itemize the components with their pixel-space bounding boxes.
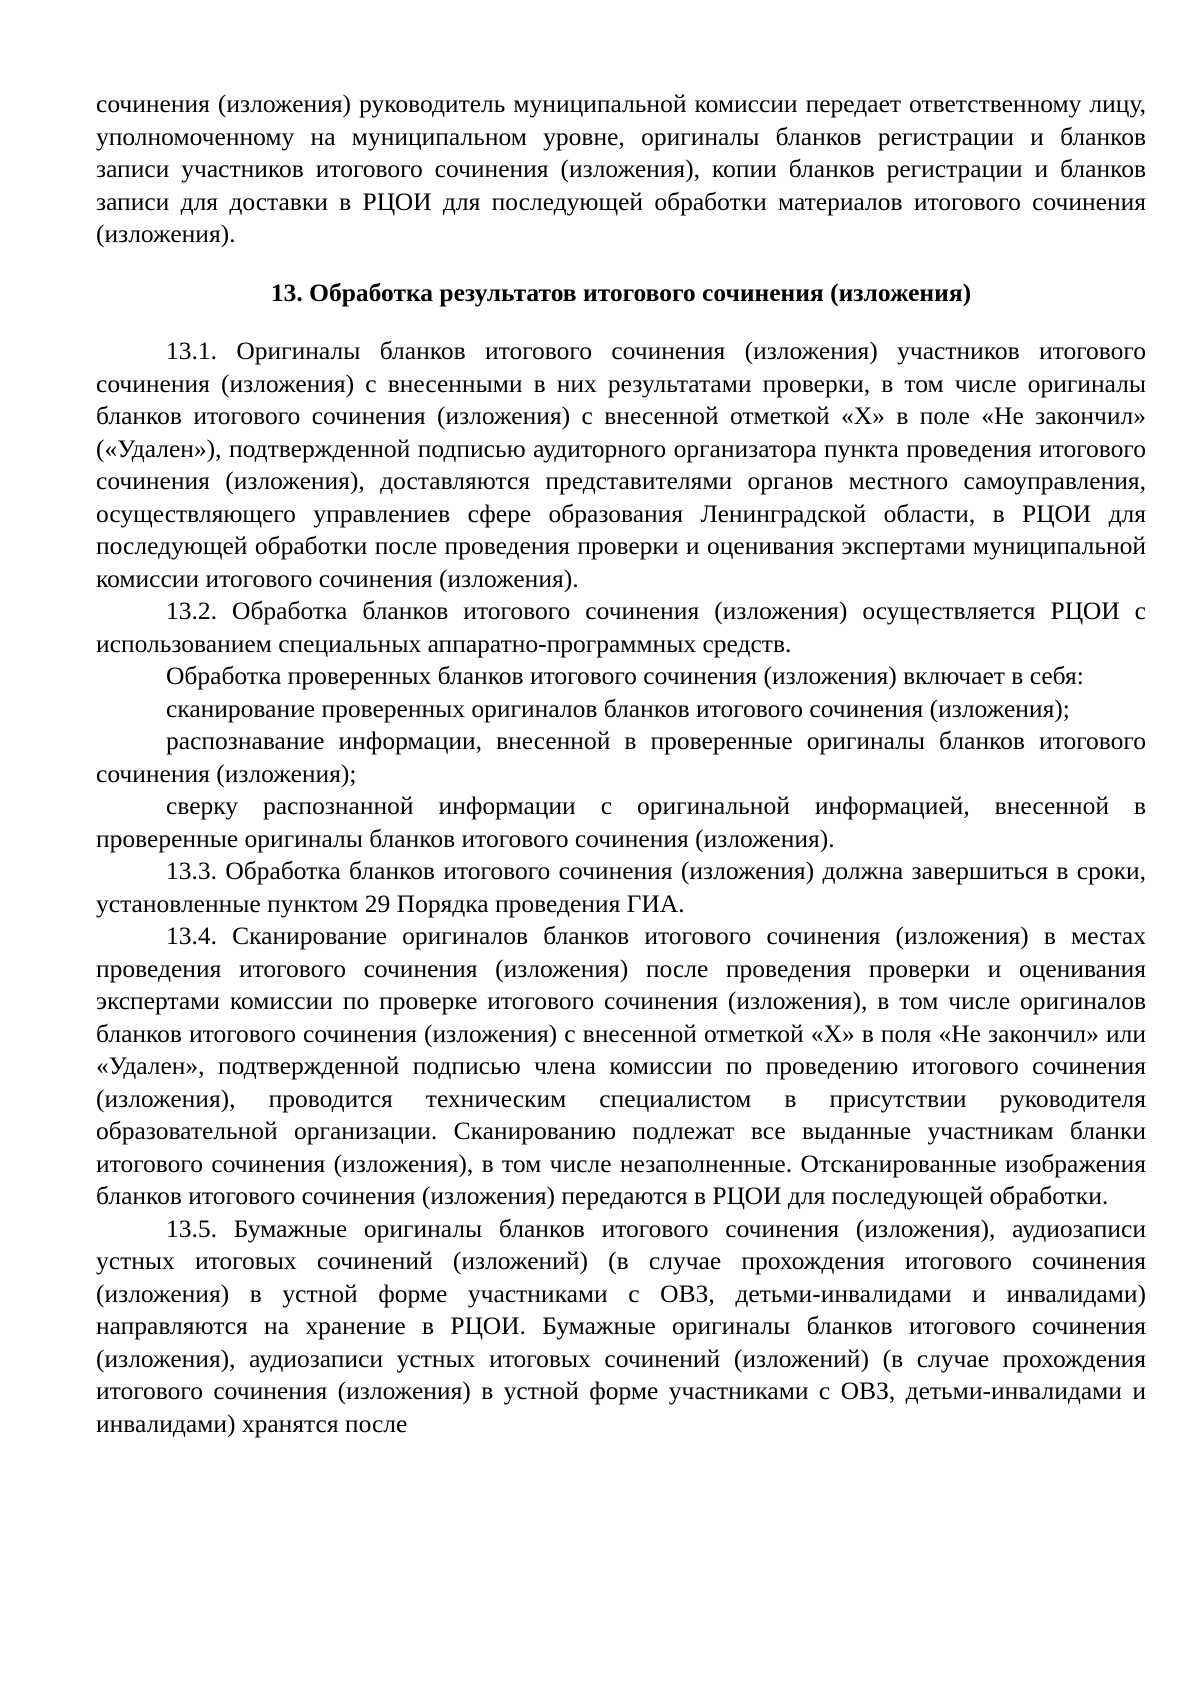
- paragraph-13-4: 13.4. Сканирование оригиналов бланков итогового сочинения (изложения) в местах проведения итогового сочинения (изложения) после проведения проверки и оценивания экспертами комиссии по проверке итогового сочинения (изложения), в том числе оригиналов бланков итогового сочинения (изложения) с внесенной отметкой «X» в поля «Не закончил» или «Удален», подтвержденной подписью члена комиссии по проведению итогового сочинения (изложения), проводится техническим специалистом в присутствии руководителя образовательной организации. Сканированию подлежат все выданные участникам бланки итогового сочинения (изложения), в том числе незаполненные. Отсканированные изображения бланков итогового сочинения (изложения) передаются в РЦОИ для последующей обработки.: [96, 921, 1146, 1210]
- paragraph-processing-includes: Обработка проверенных бланков итогового сочинения (изложения) включает в себя:: [166, 661, 1084, 690]
- paragraph-13-3: 13.3. Обработка бланков итогового сочинения (изложения) должна завершиться в сроки, установленные пунктом 29 Порядка проведения ГИА.: [96, 856, 1146, 918]
- paragraph-13-5: 13.5. Бумажные оригиналы бланков итогового сочинения (изложения), аудиозаписи устных итоговых сочинений (изложений) (в случае прохождения итогового сочинения (изложения) в устной форме участниками с ОВЗ, детьми-инвалидами и инвалидами) направляются на хранение в РЦОИ. Бумажные оригиналы бланков итогового сочинения (изложения), аудиозаписи устных итоговых сочинений (изложений) (в случае прохождения итогового сочинения (изложения) в устной форме участниками с ОВЗ, детьми-инвалидами и инвалидами) хранятся после: [96, 1213, 1146, 1438]
- paragraph-scanning-item: сканирование проверенных оригиналов бланков итогового сочинения (изложения);: [166, 693, 1070, 723]
- section-heading: 13. Обработка результатов итогового сочинения (изложения): [270, 277, 972, 307]
- paragraph-13-1: 13.1. Оригиналы бланков итогового сочинения (изложения) участников итогового сочинения (изложения) с внесенными в них результатами проверки, в том числе оригиналы бланков итогового сочинения (изложения) с внесенной отметкой «X» в поле «Не закончил» («Удален»), подтвержденной подписью аудиторного организатора пункта проведения итогового сочинения (изложения), доставляются представителями органов местного самоуправления, осуществляющего управлениев сфере образования Ленинградской области, в РЦОИ для последующей обработки после проведения проверки и оценивания экспертами муниципальной комиссии итогового сочинения (изложения).: [96, 336, 1146, 593]
- intro-paragraph: сочинения (изложения) руководитель муниципальной комиссии передает ответственному лицу, уполномоченному на муниципальном уровне, оригиналы бланков регистрации и бланков записи участников итогового сочинения (изложения), копии бланков регистрации и бланков записи для доставки в РЦОИ для последующей обработки материалов итогового сочинения (изложения).: [96, 89, 1146, 248]
- paragraph-13-2: 13.2. Обработка бланков итогового сочинения (изложения) осуществляется РЦОИ с использованием специальных аппаратно-программных средств.: [96, 596, 1146, 658]
- paragraph-recognition-item: распознавание информации, внесенной в проверенные оригиналы бланков итогового сочинения (изложения);: [96, 726, 1146, 788]
- paragraph-verification-item: сверку распознанной информации с оригинальной информацией, внесенной в проверенные оригиналы бланков итогового сочинения (изложения).: [96, 791, 1146, 853]
- document-page: [96, 88, 1146, 1440]
